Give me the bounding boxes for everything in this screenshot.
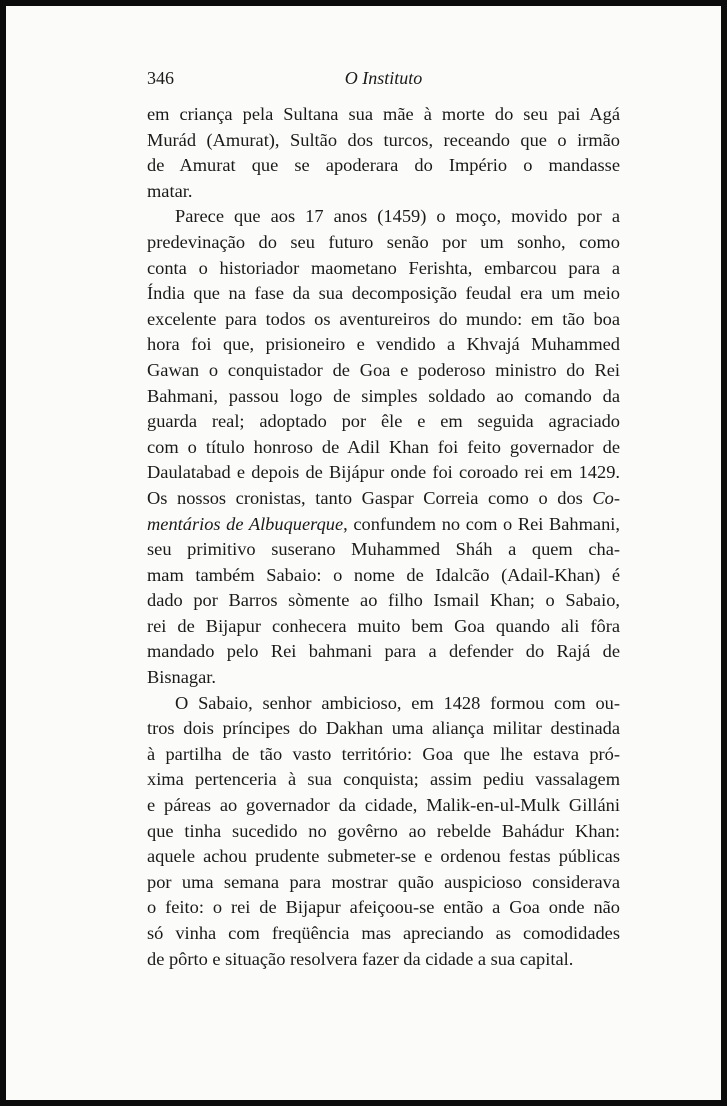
text-line: excelente para todos os aventureiros do mundo: em tão boa	[147, 308, 620, 329]
text-line: xima pertenceria à sua conquista; assim pediu vassalagem	[147, 769, 620, 790]
text-line: dado por Barros sòmente ao filho Ismail Khan; o Sabaio,	[147, 590, 620, 611]
running-title: O Instituto	[344, 68, 423, 88]
text-line: O Sabaio, senhor ambicioso, em 1428 formou com ou-	[175, 692, 620, 713]
text-line: mam também Sabaio: o nome de Idalcão (Adail-Khan) é	[147, 564, 620, 585]
text-line: Bisnagar.	[147, 667, 216, 688]
text-line: por uma semana para mostrar quão auspicioso considerava	[147, 871, 620, 892]
text-line: e páreas ao governador da cidade, Malik-en-ul-Mulk Gilláni	[147, 795, 620, 816]
text-line: Bahmani, passou logo de simples soldado ao comando da	[147, 385, 620, 406]
text-line: Parece que aos 17 anos (1459) o moço, movido por a	[175, 206, 620, 227]
text-line: predevinação do seu futuro senão por um sonho, como	[147, 231, 620, 252]
text-fragment: , confundem no com o Rei Bahmani,	[343, 513, 620, 534]
body-text	[147, 102, 620, 972]
text-line: de Amurat que se apoderara do Império o mandasse	[147, 155, 620, 176]
text-line: conta o historiador maometano Ferishta, embarcou para a	[147, 257, 620, 278]
text-line: com o título honroso de Adil Khan foi feito governador de	[147, 436, 620, 457]
page-header	[147, 68, 620, 92]
text-line: em criança pela Sultana sua mãe à morte do seu pai Agá	[147, 104, 620, 124]
text-line: matar.	[147, 180, 193, 201]
page-number: 346	[147, 68, 174, 88]
text-line: guarda real; adoptado por êle e em seguida agraciado	[147, 411, 620, 432]
text-line: Gawan o conquistador de Goa e poderoso ministro do Rei	[147, 359, 620, 380]
text-line: aquele achou prudente submeter-se e ordenou festas públicas	[147, 846, 620, 867]
text-line: Daulatabad e depois de Bijápur onde foi coroado rei em 1429.	[147, 462, 620, 483]
text-line: à partilha de tão vasto território: Goa que lhe estava pró-	[147, 743, 620, 764]
text-line: o feito: o rei de Bijapur afeiçoou-se então a Goa onde não	[147, 897, 620, 918]
text-line: tros dois príncipes do Dakhan uma aliança militar destinada	[147, 718, 620, 739]
text-fragment: Os nossos cronistas, tanto Gaspar Correia como o dos	[147, 487, 593, 508]
text-line: Índia que na fase da sua decomposição feudal era um meio	[147, 283, 620, 304]
text-line: hora foi que, prisioneiro e vendido a Khvajá Muhammed	[147, 334, 620, 355]
text-line: Murád (Amurat), Sultão dos turcos, receando que o irmão	[147, 129, 620, 150]
italic-fragment: Co-	[592, 487, 620, 508]
text-line: rei de Bijapur conhecera muito bem Goa quando ali fôra	[147, 615, 620, 636]
text-line: só vinha com freqüência mas apreciando as comodidades	[147, 923, 620, 943]
text-line-mixed	[147, 512, 620, 538]
italic-fragment: mentários de Albuquerque	[147, 513, 344, 534]
text-line: seu primitivo suserano Muhammed Sháh a quem cha-	[147, 539, 620, 560]
text-line: de pôrto e situação resolvera fazer da cidade a sua capital.	[147, 948, 574, 969]
text-line: mandado pelo Rei bahmani para a defender do Rajá de	[147, 641, 620, 662]
text-line: que tinha sucedido no govêrno ao rebelde Bahádur Khan:	[147, 820, 620, 841]
text-line-mixed	[147, 486, 620, 512]
book-page	[6, 6, 721, 1100]
